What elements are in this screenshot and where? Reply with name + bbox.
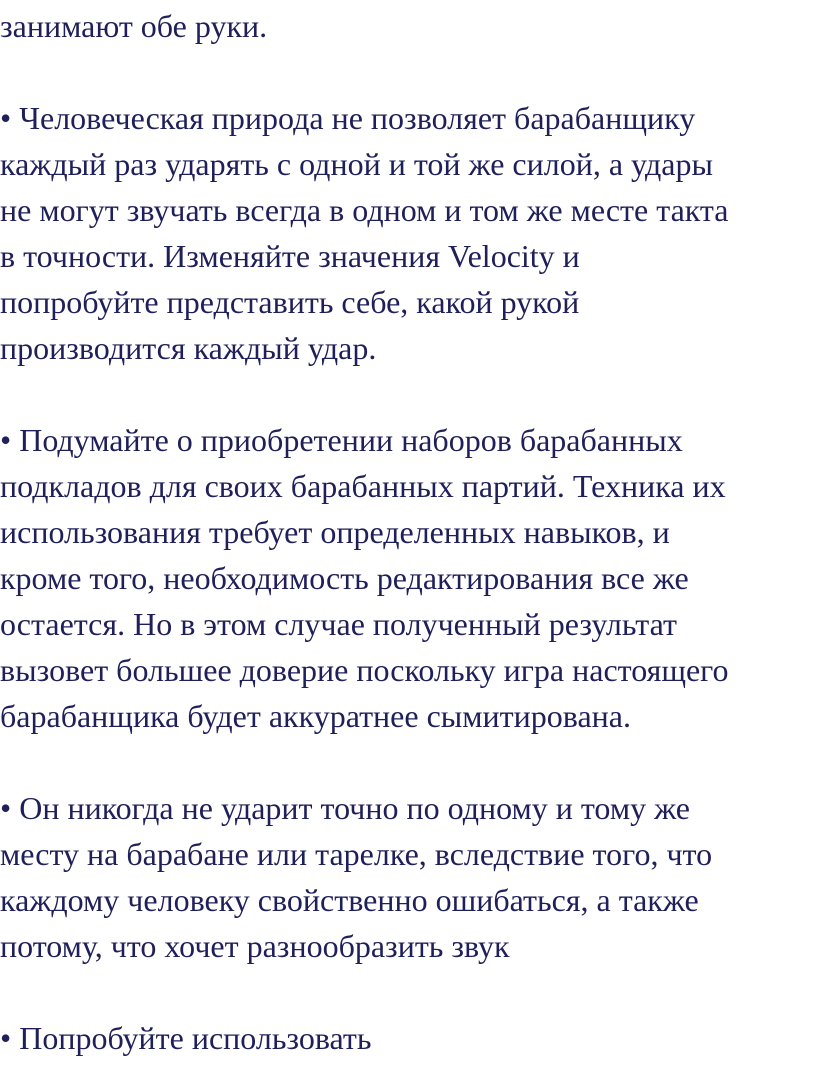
text-line: занимают обе руки. <box>0 8 268 44</box>
bullet-line: • Подумайте о приобретении наборов барабанных <box>0 422 683 458</box>
text-line: попробуйте представить себе, какой рукой <box>0 284 580 320</box>
text-line: производится каждый удар. <box>0 330 377 366</box>
text-line: месту на барабане или тарелке, вследствие того, что <box>0 836 713 872</box>
text-line: использования требует определенных навыков, и <box>0 514 670 550</box>
text-line: кроме того, необходимость редактирования все же <box>0 560 689 596</box>
bullet-line: • Человеческая природа не позволяет барабанщику <box>0 100 696 136</box>
bullet-line: • Он никогда не ударит точно по одному и тому же <box>0 790 690 826</box>
bullet-line: • Попробуйте использовать <box>0 1020 372 1056</box>
text-line: не могут звучать всегда в одном и том же месте такта <box>0 192 729 228</box>
text-line: барабанщика будет аккуратнее сымитирована. <box>0 698 631 734</box>
text-line: каждому человеку свойственно ошибаться, а также <box>0 882 699 918</box>
text-line: каждый раз ударять с одной и той же силой, а удары <box>0 146 713 182</box>
text-line: вызовет большее доверие поскольку игра настоящего <box>0 652 729 688</box>
text-line: подкладов для своих барабанных партий. Техника их <box>0 468 726 504</box>
text-line: потому, что хочет разнообразить звук <box>0 928 510 964</box>
text-line: остается. Но в этом случае полученный результат <box>0 606 677 642</box>
text-line: в точности. Изменяйте значения Velocity и <box>0 238 580 274</box>
